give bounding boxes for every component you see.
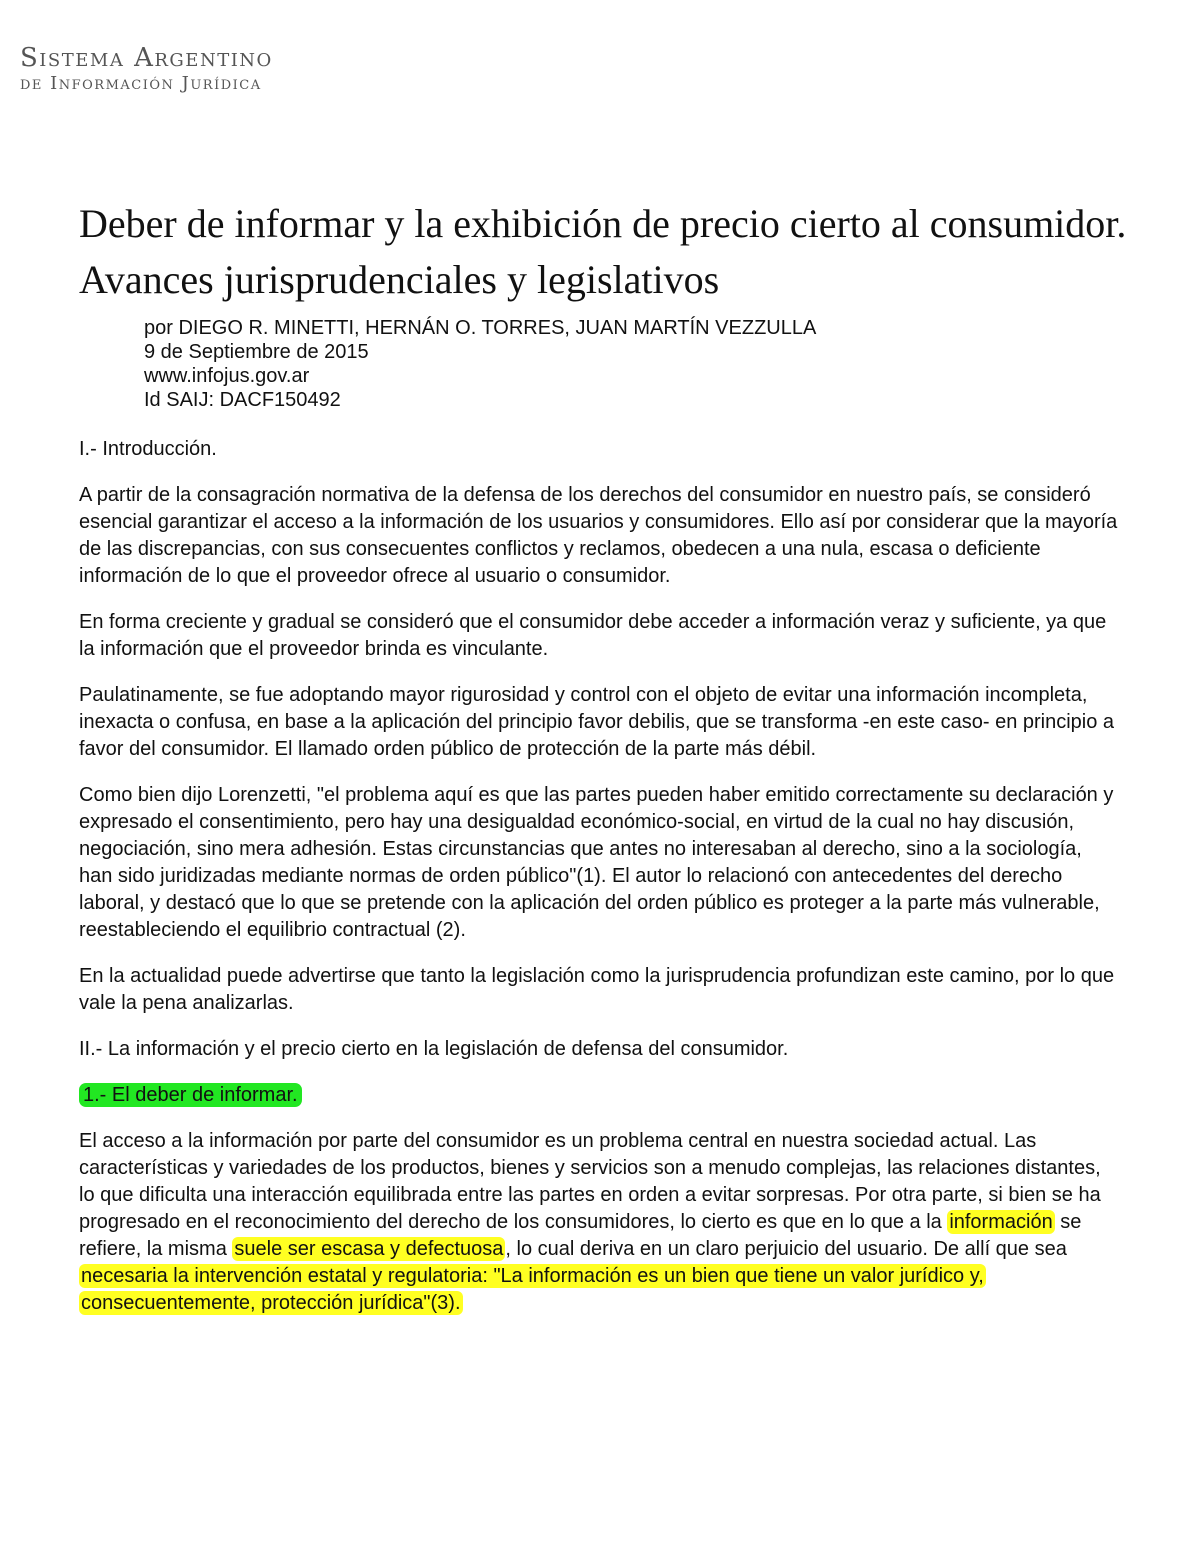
- paragraph-6-text-a: El acceso a la información por parte del consumidor es un problema central en nuestra sociedad actual. Las características y variedades de los productos, bienes y servicios son a menudo complejas, las relaciones distantes, lo que dificulta una interacción equilibrada entre las partes en orden a evitar sorpresas. Por otra parte, si bien se ha progresado en el reconocimiento del derecho de los consumidores, lo cierto es que en lo que a la: [79, 1130, 1101, 1233]
- paragraph-6-text-c: , lo cual deriva en un claro perjuicio del usuario. De allí que sea: [505, 1238, 1067, 1260]
- document-title: Deber de informar y la exhibición de precio cierto al consumidor. Avances jurisprudenciales y legislativos: [79, 201, 1127, 302]
- saij-logo: [20, 44, 273, 95]
- yellow-highlight-1: información: [949, 1211, 1053, 1233]
- paragraph-4: Como bien dijo Lorenzetti, "el problema aquí es que las partes pueden haber emitido correctamente su declaración y expresado el consentimiento, pero hay una desigualdad económico-social, en virtud de la cual no hay discusión, negociación, sino mera adhesión. Estas circunstancias que antes no interesaban al derecho, sino a la sociología, han sido juridizadas mediante normas de orden público"(1). El autor lo relacionó con antecedentes del derecho laboral, y destacó que lo que se pretende con la aplicación del orden público es proteger a la parte más vulnerable, reestableciendo el equilibrio contractual (2).: [79, 784, 1114, 941]
- section-heading-introduccion: I.- Introducción.: [79, 438, 217, 460]
- document-body: [79, 436, 1119, 1336]
- yellow-highlight-3: necesaria la intervención estatal y regulatoria: "La información es un bien que tiene un valor jurídico y, consecuentemente, protección jurídica"(3).: [81, 1265, 984, 1314]
- saij-id: Id SAIJ: DACF150492: [144, 389, 341, 411]
- green-highlight: 1.- El deber de informar.: [79, 1083, 302, 1107]
- authors: por DIEGO R. MINETTI, HERNÁN O. TORRES, JUAN MARTÍN VEZZULLA: [144, 317, 817, 339]
- paragraph-1: A partir de la consagración normativa de la defensa de los derechos del consumidor en nuestro país, se consideró esencial garantizar el acceso a la información de los usuarios y consumidores. Ello así por considerar que la mayoría de las discrepancias, con sus consecuentes conflictos y reclamos, obedecen a una nula, escasa o deficiente información de lo que el proveedor ofrece al usuario o consumidor.: [79, 484, 1118, 587]
- subsection-heading-deber: [79, 1082, 1119, 1109]
- paragraph-5: En la actualidad puede advertirse que tanto la legislación como la jurisprudencia profundizan este camino, por lo que vale la pena analizarlas.: [79, 965, 1115, 1014]
- logo-line-1: Sistema Argentino: [20, 43, 273, 73]
- logo-line-2: de Información Jurídica: [20, 72, 262, 94]
- section-heading-informacion: II.- La información y el precio cierto en la legislación de defensa del consumidor.: [79, 1038, 789, 1060]
- paragraph-6-text-b: se refiere, la misma: [79, 1211, 1082, 1260]
- paragraph-2: En forma creciente y gradual se consideró que el consumidor debe acceder a información veraz y suficiente, ya que la información que el proveedor brinda es vinculante.: [79, 611, 1107, 660]
- paragraph-6: [79, 1128, 1119, 1317]
- website-link[interactable]: www.infojus.gov.ar: [144, 365, 310, 387]
- paragraph-3: Paulatinamente, se fue adoptando mayor rigurosidad y control con el objeto de evitar una información incompleta, inexacta o confusa, en base a la aplicación del principio favor debilis, que se transforma -en este caso- en principio a favor del consumidor. El llamado orden público de protección de la parte más débil.: [79, 684, 1115, 760]
- document-metadata: [144, 316, 816, 412]
- publication-date: 9 de Septiembre de 2015: [144, 341, 369, 363]
- yellow-highlight-2: suele ser escasa y defectuosa: [234, 1238, 504, 1260]
